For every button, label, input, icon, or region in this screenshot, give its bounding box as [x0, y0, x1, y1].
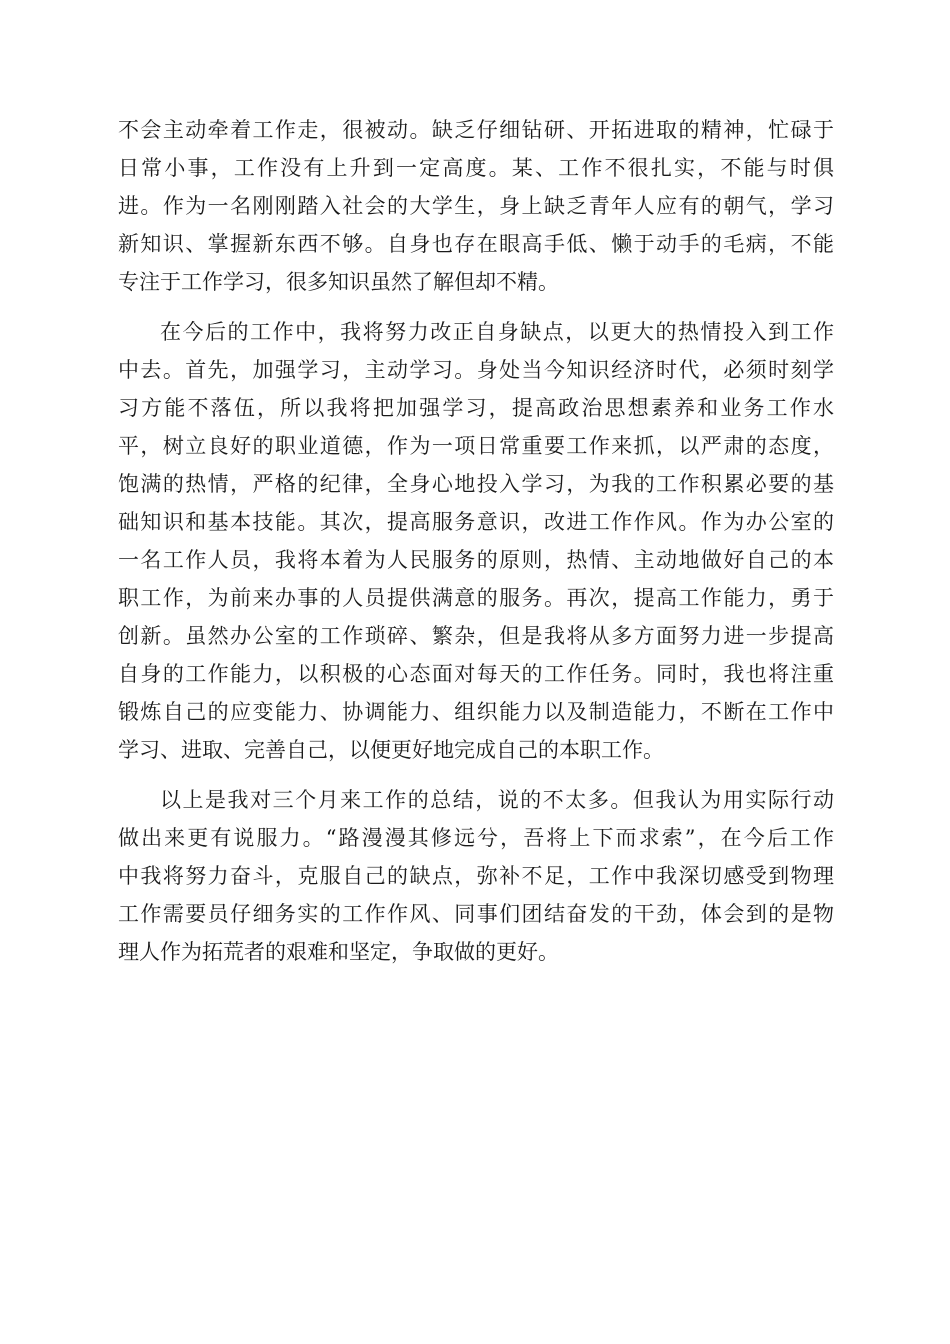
- paragraph-3: [118, 781, 834, 971]
- text-line: 职工作，为前来办事的人员提供满意的服务。再次，提高工作能力，勇于: [118, 586, 834, 610]
- text-line: 进。作为一名刚刚踏入社会的大学生，身上缺乏青年人应有的朝气，学习: [118, 194, 834, 218]
- text-line: 新知识、掌握新东西不够。自身也存在眼高手低、懒于动手的毛病，不能: [118, 232, 834, 256]
- paragraph-1: [118, 111, 834, 301]
- paragraph-2: [118, 313, 834, 769]
- text-line: 平，树立良好的职业道德，作为一项日常重要工作来抓，以严肃的态度，: [118, 434, 834, 458]
- text-line: 学习、进取、完善自己，以便更好地完成自己的本职工作。: [118, 738, 664, 762]
- text-line: 创新。虽然办公室的工作琐碎、繁杂，但是我将从多方面努力进一步提高: [118, 624, 834, 648]
- text-line: 自身的工作能力，以积极的心态面对每天的工作任务。同时，我也将注重: [118, 662, 834, 686]
- text-line: 工作需要员仔细务实的工作作风、同事们团结奋发的干劲，体会到的是物: [118, 902, 834, 926]
- text-line: 在今后的工作中，我将努力改正自身缺点，以更大的热情投入到工作: [160, 320, 834, 344]
- text-line: 日常小事，工作没有上升到一定高度。某、工作不很扎实，不能与时俱: [118, 156, 834, 180]
- text-line: 锻炼自己的应变能力、协调能力、组织能力以及制造能力，不断在工作中: [118, 700, 834, 724]
- text-line: 一名工作人员，我将本着为人民服务的原则，热情、主动地做好自己的本: [118, 548, 834, 572]
- document-body: [118, 111, 834, 983]
- text-line: 专注于工作学习，很多知识虽然了解但却不精。: [118, 270, 559, 294]
- text-line: 做出来更有说服力。“路漫漫其修远兮，吾将上下而求索”，在今后工作: [118, 826, 834, 850]
- text-line: 中我将努力奋斗，克服自己的缺点，弥补不足，工作中我深切感受到物理: [118, 864, 834, 888]
- text-line: 理人作为拓荒者的艰难和坚定，争取做的更好。: [118, 940, 559, 964]
- text-line: 础知识和基本技能。其次，提高服务意识，改进工作作风。作为办公室的: [118, 510, 834, 534]
- text-line: 习方能不落伍，所以我将把加强学习，提高政治思想素养和业务工作水: [118, 396, 834, 420]
- text-line: 中去。首先，加强学习，主动学习。身处当今知识经济时代，必须时刻学: [118, 358, 834, 382]
- text-line: 以上是我对三个月来工作的总结，说的不太多。但我认为用实际行动: [160, 788, 834, 812]
- text-line: 饱满的热情，严格的纪律，全身心地投入学习，为我的工作积累必要的基: [118, 472, 834, 496]
- text-line: 不会主动牵着工作走，很被动。缺乏仔细钻研、开拓进取的精神，忙碌于: [118, 118, 834, 142]
